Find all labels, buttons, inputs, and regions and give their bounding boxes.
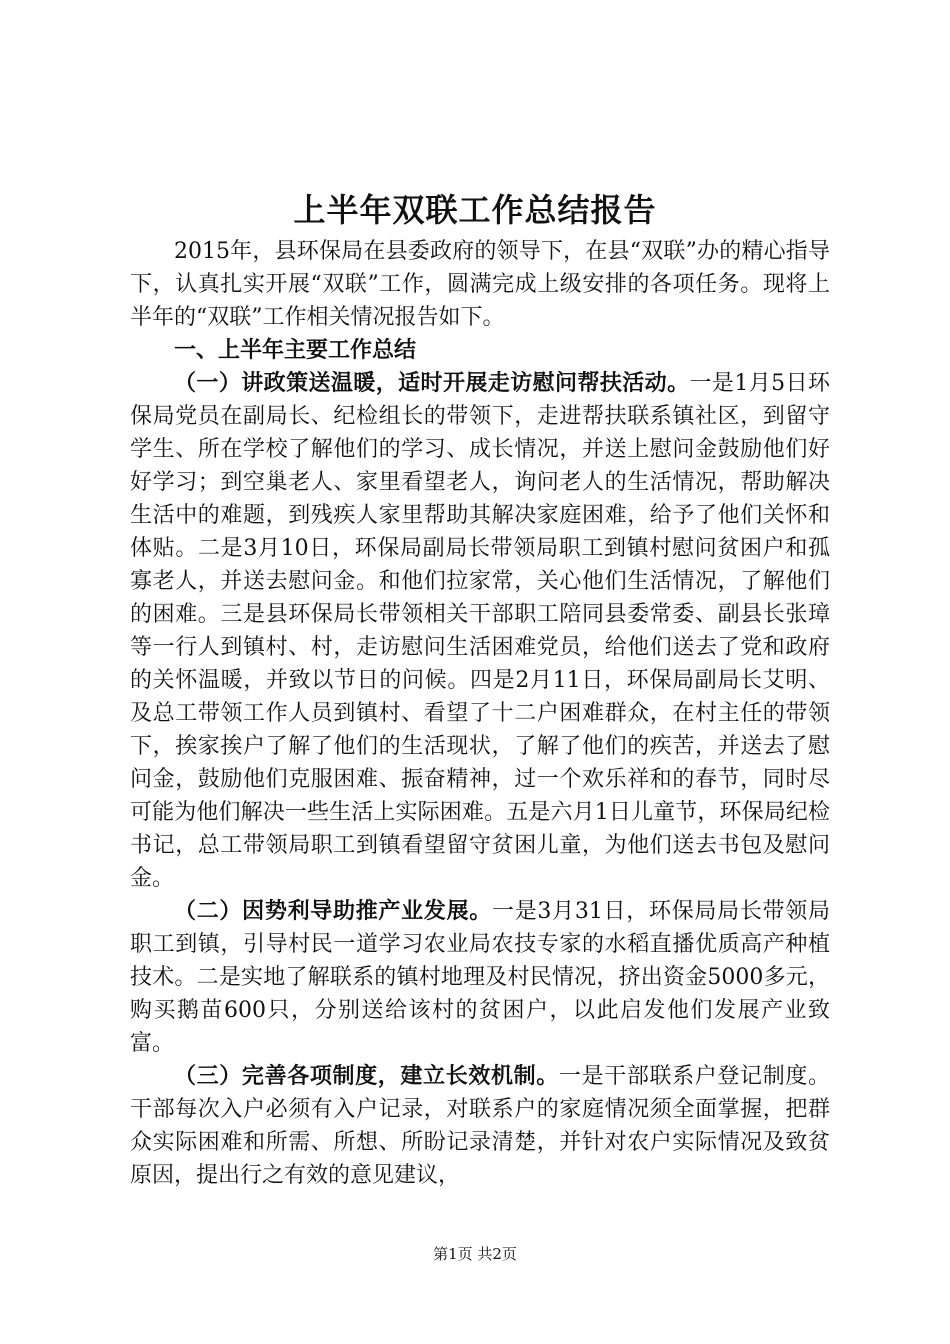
part1-paragraph (130, 367, 830, 895)
part3-body: 一是干部联系户登记制度。干部每次入户必须有入户记录，对联系户的家庭情况须全面掌握，把群众实际困难和所需、所想、所盼记录清楚，并针对农户实际情况及致贫原因，提出行之有效的意见建议， (130, 1064, 830, 1188)
part3-heading: （三）完善各项制度，建立长效机制。 (174, 1063, 559, 1089)
intro-paragraph: 2015年，县环保局在县委政府的领导下，在县“双联”办的精心指导下，认真扎实开展“双联”工作，圆满完成上级安排的各项任务。现将上半年的“双联”工作相关情况报告如下。 (130, 239, 830, 330)
page-title: 上半年双联工作总结报告 (293, 191, 657, 229)
section-heading: 一、上半年主要工作总结 (174, 337, 417, 363)
part1-heading: （一）讲政策送温暖，适时开展走访慰问帮扶活动。 (174, 370, 690, 396)
document-body (130, 235, 830, 1192)
part2-heading: （二）因势利导助推产业发展。 (174, 898, 492, 924)
part3-paragraph (130, 1060, 830, 1192)
part1-body: 一是1月5日环保局党员在副局长、纪检组长的带领下，走进帮扶联系镇社区，到留守学生、所在学校了解他们的学习、成长情况，并送上慰问金鼓励他们好好学习；到空巢老人、家里看望老人，询问老人的生活情况，帮助解决生活中的难题，到残疾人家里帮助其解决家庭困难，给予了他们关怀和体贴。二是3月10日，环保局副局长带领局职工到镇村慰问贫困户和孤寡老人，并送去慰问金。和他们拉家常，关心他们生活情况，了解他们的困难。三是县环保局长带领相关干部职工陪同县委常委、副县长张璋等一行人到镇村、村，走访慰问生活困难党员，给他们送去了党和政府的关怀温暖，并致以节日的问候。四是2月11日，环保局副局长艾明、及总工带领工作人员到镇村、看望了十二户困难群众，在村主任的带领下，挨家挨户了解了他们的生活现状，了解了他们的疾苦，并送去了慰问金，鼓励他们克服困难、振奋精神，过一个欢乐祥和的春节，同时尽可能为他们解决一些生活上实际困难。五是六月1日儿童节，环保局纪检书记，总工带领局职工到镇看望留守贫困儿童，为他们送去书包及慰问金。 (130, 371, 830, 891)
part2-paragraph (130, 895, 830, 1060)
page-footer: 第1页 共2页 (433, 1245, 517, 1263)
part2-body: 一是3月31日，环保局局长带领局职工到镇，引导村民一道学习农业局农技专家的水稻直播优质高产种植技术。二是实地了解联系的镇村地理及村民情况，挤出资金5000多元，购买鹅苗600只，分别送给该村的贫困户，以此启发他们发展产业致富。 (130, 899, 830, 1056)
